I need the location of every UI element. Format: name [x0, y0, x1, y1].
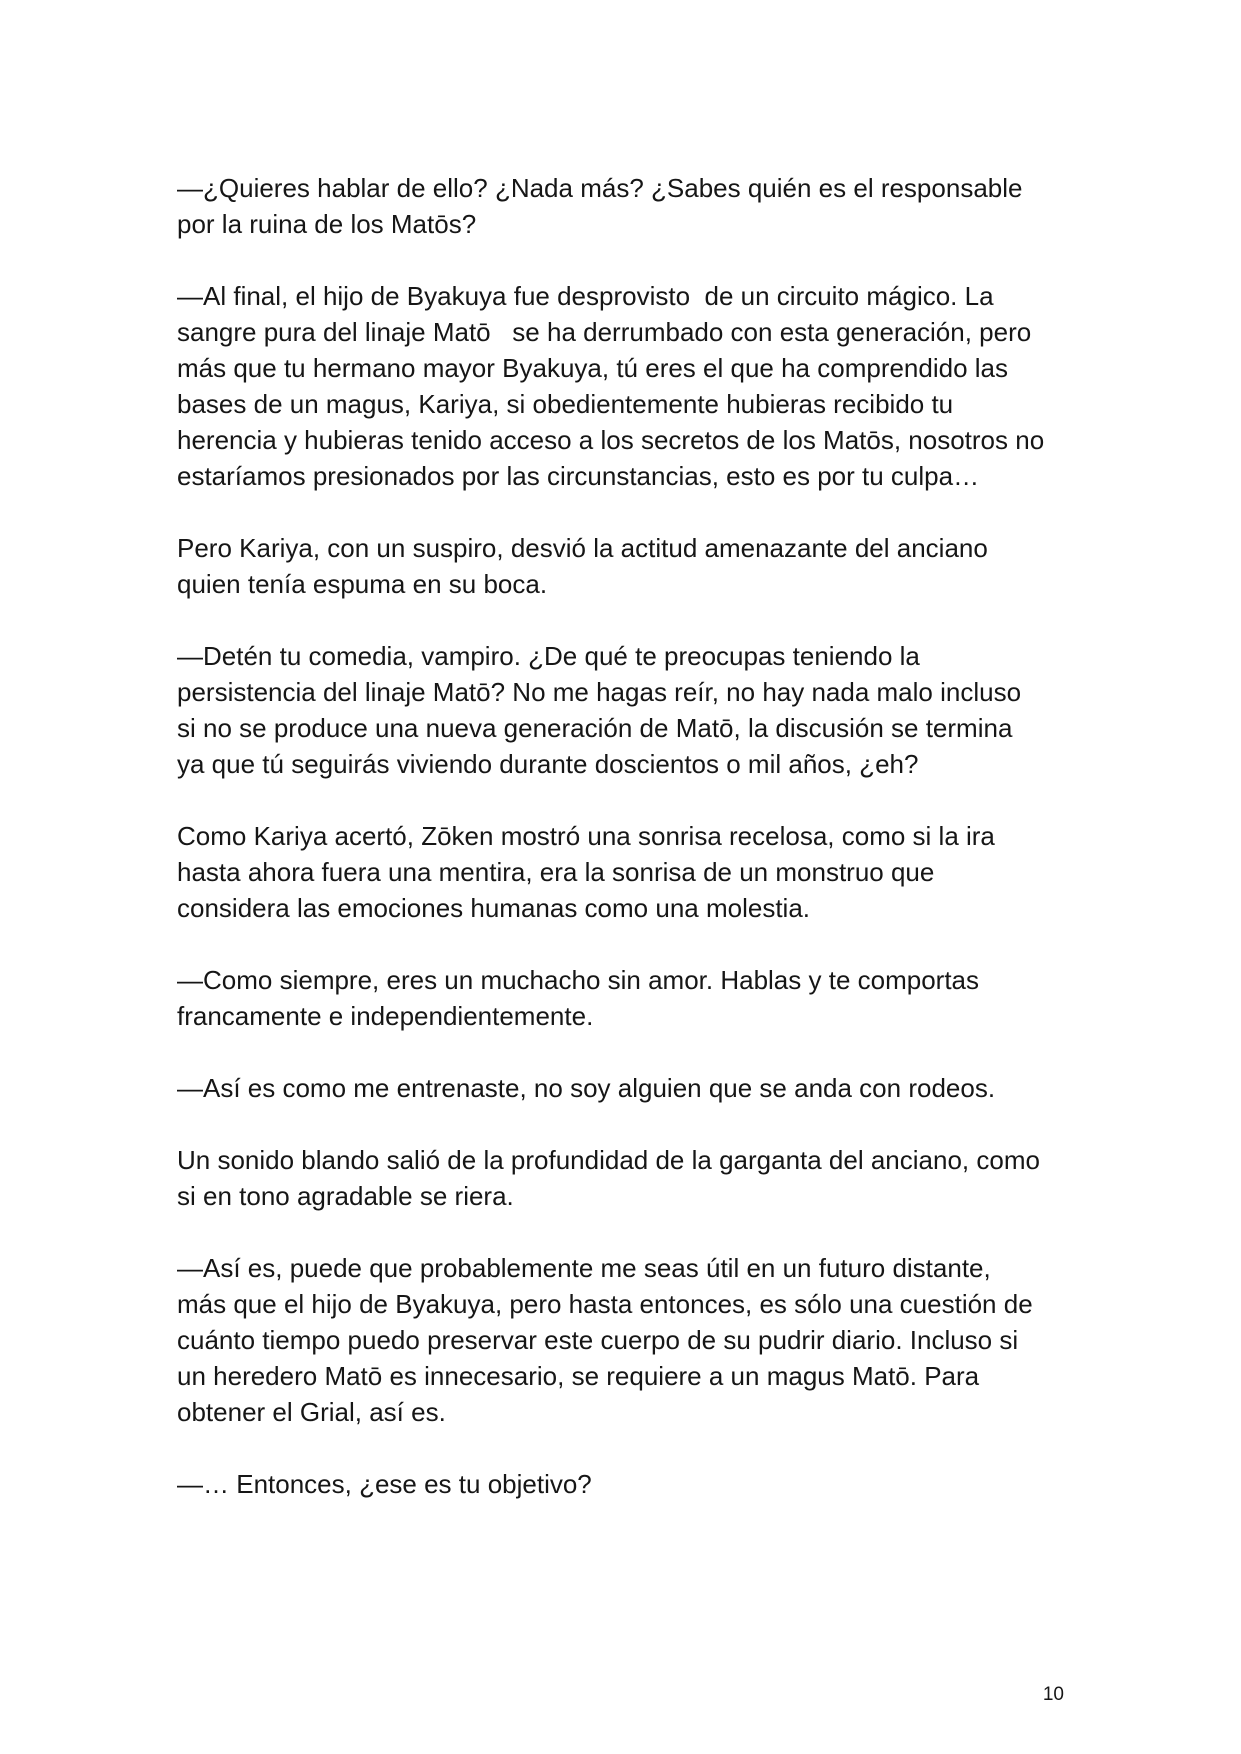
text-line: —Como siempre, eres un muchacho sin amor. Hablas y te comportas	[177, 965, 980, 995]
text-line: más que tu hermano mayor Byakuya, tú eres el que ha comprendido las	[177, 353, 1009, 383]
text-line: —Al final, el hijo de Byakuya fue desprovisto de un circuito mágico. La	[177, 281, 994, 311]
text-line: obtener el Grial, así es.	[177, 1397, 446, 1427]
text-line: —¿Quieres hablar de ello? ¿Nada más? ¿Sabes quién es el responsable	[177, 173, 1023, 203]
text-line: hasta ahora fuera una mentira, era la sonrisa de un monstruo que	[177, 857, 935, 887]
body-text	[177, 170, 1077, 1538]
text-line: —… Entonces, ¿ese es tu objetivo?	[177, 1469, 592, 1499]
paragraph	[177, 818, 1077, 926]
text-line: Como Kariya acertó, Zōken mostró una sonrisa recelosa, como si la ira	[177, 821, 995, 851]
text-line: —Detén tu comedia, vampiro. ¿De qué te preocupas teniendo la	[177, 641, 920, 671]
paragraph	[177, 1142, 1077, 1214]
text-line: cuánto tiempo puedo preservar este cuerpo de su pudrir diario. Incluso si	[177, 1325, 1019, 1355]
text-line: más que el hijo de Byakuya, pero hasta entonces, es sólo una cuestión de	[177, 1289, 1033, 1319]
paragraph	[177, 170, 1077, 242]
text-line: Pero Kariya, con un suspiro, desvió la actitud amenazante del anciano	[177, 533, 988, 563]
paragraph	[177, 638, 1077, 782]
text-line: considera las emociones humanas como una molestia.	[177, 893, 811, 923]
text-line: quien tenía espuma en su boca.	[177, 569, 548, 599]
paragraph	[177, 1070, 1077, 1106]
text-line: herencia y hubieras tenido acceso a los secretos de los Matōs, nosotros no	[177, 425, 1045, 455]
text-line: sangre pura del linaje Matō se ha derrumbado con esta generación, pero	[177, 317, 1032, 347]
text-line: —Así es, puede que probablemente me seas útil en un futuro distante,	[177, 1253, 991, 1283]
paragraph	[177, 962, 1077, 1034]
page-number: 10	[1042, 1684, 1064, 1705]
text-line: si no se produce una nueva generación de Matō, la discusión se termina	[177, 713, 1013, 743]
paragraph	[177, 278, 1077, 494]
text-line: bases de un magus, Kariya, si obedientemente hubieras recibido tu	[177, 389, 954, 419]
text-line: persistencia del linaje Matō? No me hagas reír, no hay nada malo incluso	[177, 677, 1022, 707]
paragraph	[177, 530, 1077, 602]
text-line: un heredero Matō es innecesario, se requiere a un magus Matō. Para	[177, 1361, 980, 1391]
paragraph	[177, 1250, 1077, 1430]
text-line: estaríamos presionados por las circunstancias, esto es por tu culpa…	[177, 461, 980, 491]
text-line: ya que tú seguirás viviendo durante doscientos o mil años, ¿eh?	[177, 749, 919, 779]
text-line: por la ruina de los Matōs?	[177, 209, 477, 239]
paragraph	[177, 1466, 1077, 1502]
text-line: —Así es como me entrenaste, no soy alguien que se anda con rodeos.	[177, 1073, 996, 1103]
text-line: francamente e independientemente.	[177, 1001, 594, 1031]
text-line: Un sonido blando salió de la profundidad de la garganta del anciano, como	[177, 1145, 1040, 1175]
text-line: si en tono agradable se riera.	[177, 1181, 514, 1211]
